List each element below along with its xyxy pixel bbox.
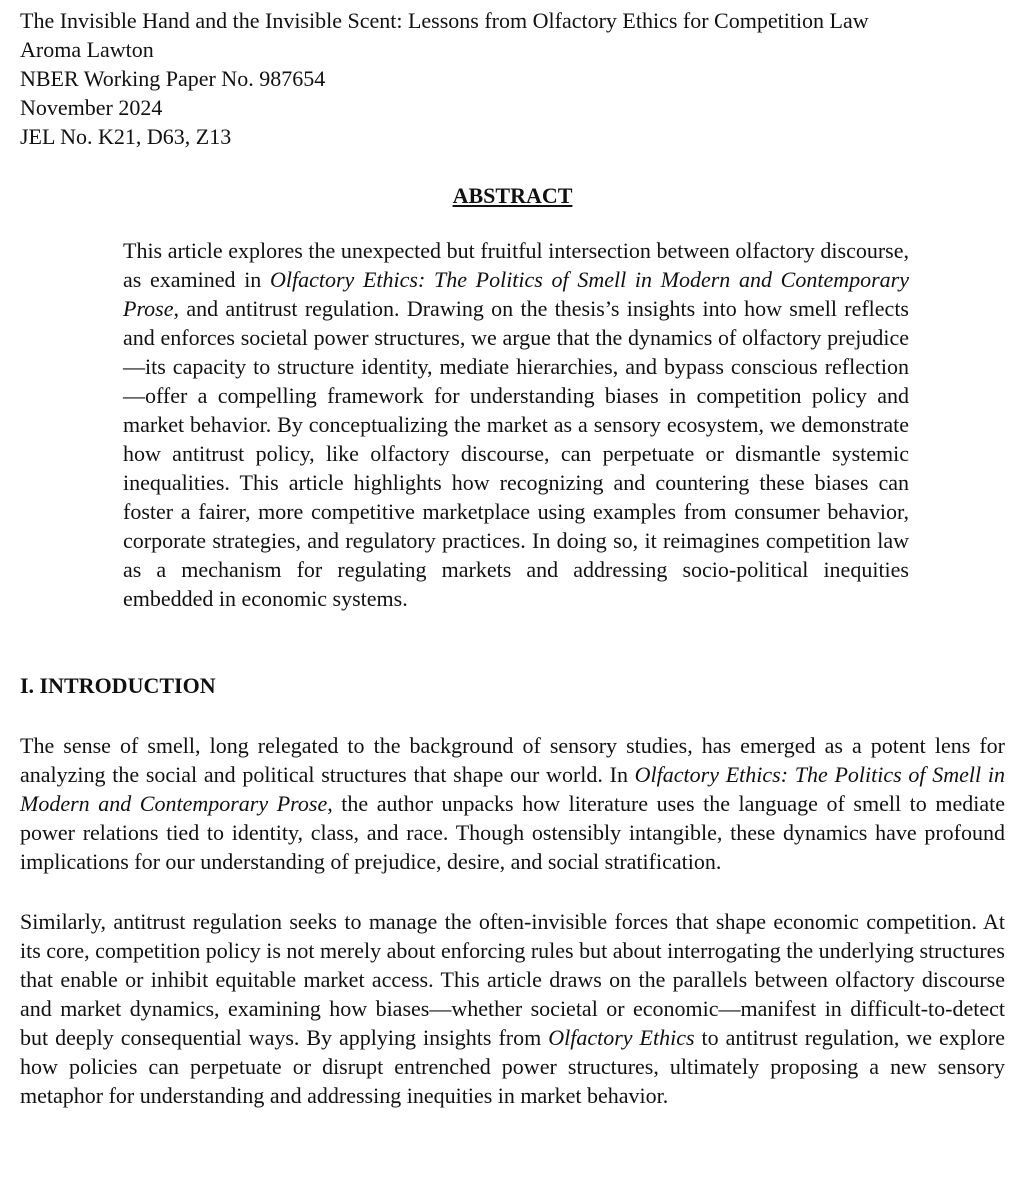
paragraph-text: to antitrust regulation, we explore how policies can perpetuate or disrupt entrenched power structures, ultimately proposing a new sensory metaphor for understanding and addressing inequities in market behavior. bbox=[20, 1025, 1006, 1108]
abstract-heading: ABSTRACT bbox=[452, 183, 573, 208]
paper-header bbox=[20, 6, 1005, 151]
section-heading-introduction: I. INTRODUCTION bbox=[20, 673, 216, 698]
cited-book-title: Olfactory Ethics: The Politics of Smell in Modern and Contemporary Prose bbox=[20, 762, 1005, 816]
abstract-text-part: This article explores the unexpected but fruitful intersection between olfactory discourse, as examined in bbox=[123, 238, 909, 292]
cited-book-title: Olfactory Ethics: The Politics of Smell in Modern and Contemporary Prose bbox=[123, 267, 909, 321]
paper-title: The Invisible Hand and the Invisible Scent: Lessons from Olfactory Ethics for Competition Law bbox=[20, 8, 869, 33]
paragraph-text: Similarly, antitrust regulation seeks to manage the often-invisible forces that shape economic competition. At its core, competition policy is not merely about enforcing rules but about interrogating the underlying structures that enable or inhibit equitable market access. This article draws on the parallels between olfactory discourse and market dynamics, examining how biases—whether societal or economic—manifest in difficult-to-detect but deeply consequential ways. By applying insights from bbox=[20, 909, 1005, 1050]
paragraph-text: The sense of smell, long relegated to the background of sensory studies, has emerged as a potent lens for analyzing the social and political structures that shape our world. In bbox=[20, 733, 1005, 787]
intro-paragraph-2 bbox=[20, 907, 1005, 1110]
paragraph-text: , the author unpacks how literature uses the language of smell to mediate power relations tied to identity, class, and race. Though ostensibly intangible, these dynamics have profound implications for our understanding of prejudice, desire, and social stratification. bbox=[20, 791, 1005, 874]
abstract-text bbox=[123, 236, 909, 613]
cited-book-title: Olfactory Ethics bbox=[548, 1025, 695, 1050]
abstract-text-part: , and antitrust regulation. Drawing on the thesis’s insights into how smell reflects and enforces societal power structures, we argue that the dynamics of olfactory prejudice—its capacity to structure identity, mediate hierarchies, and bypass conscious reflection—offer a compelling framework for understanding biases in competition policy and market behavior. By conceptualizing the market as a sensory ecosystem, we demonstrate how antitrust policy, like olfactory discourse, can perpetuate or dismantle systemic inequalities. This article highlights how recognizing and countering these biases can foster a fairer, more competitive marketplace using examples from consumer behavior, corporate strategies, and regulatory practices. In doing so, it reimagines competition law as a mechanism for regulating markets and addressing socio-political inequities embedded in economic systems. bbox=[123, 296, 909, 611]
jel-codes: JEL No. K21, D63, Z13 bbox=[20, 124, 232, 149]
publication-date: November 2024 bbox=[20, 95, 163, 120]
working-paper-number: NBER Working Paper No. 987654 bbox=[20, 66, 326, 91]
author-name: Aroma Lawton bbox=[20, 37, 154, 62]
intro-paragraph-1 bbox=[20, 731, 1005, 876]
